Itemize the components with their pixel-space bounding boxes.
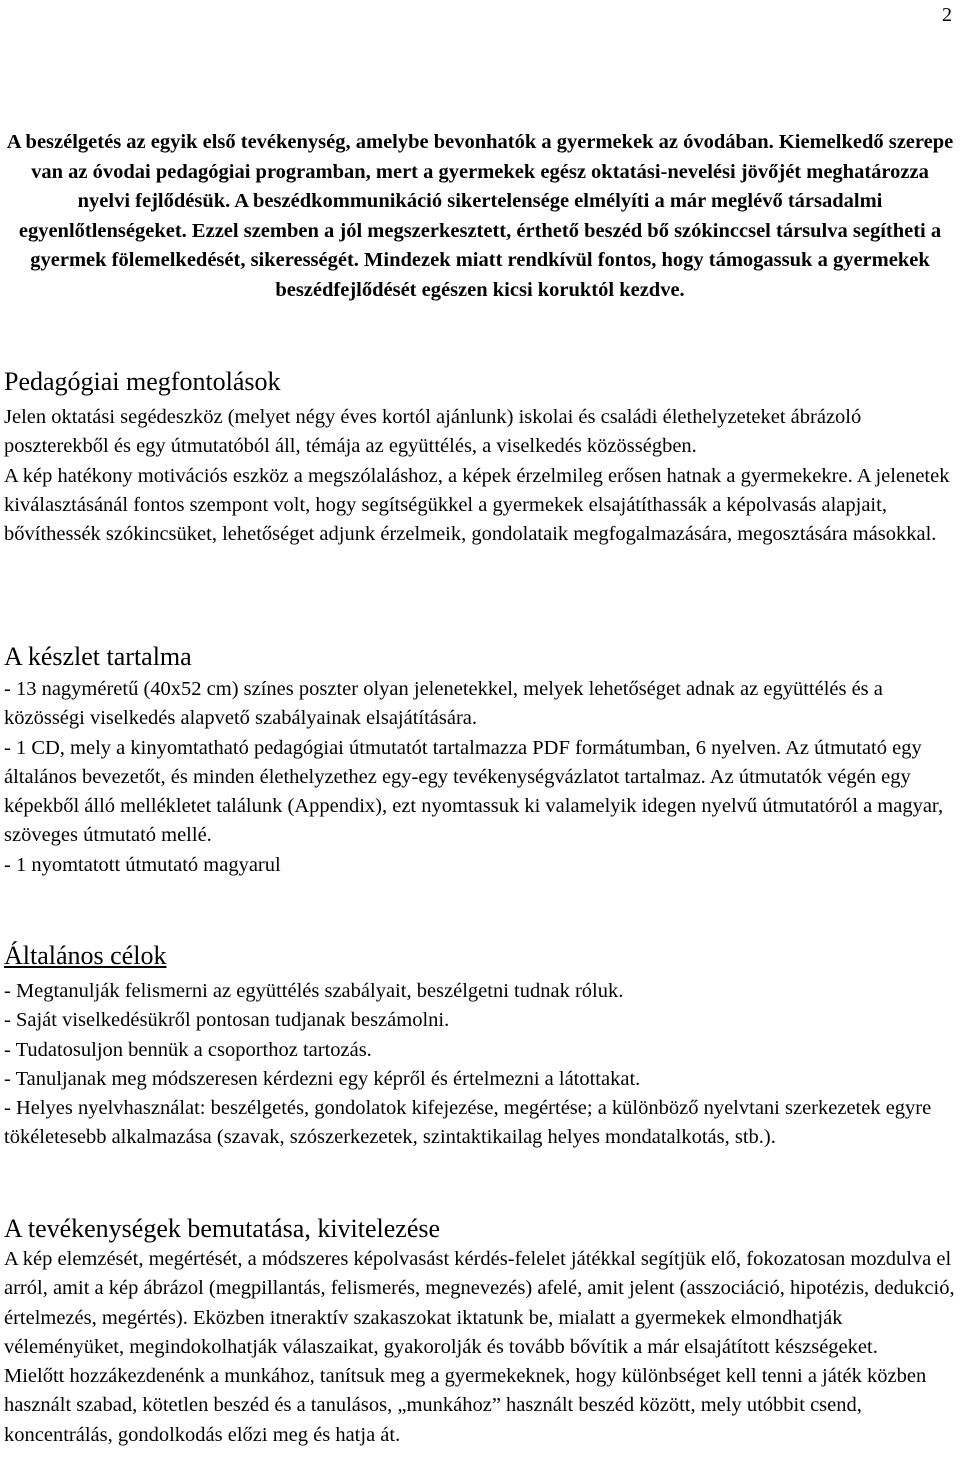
list-item: - Tanuljanak meg módszeresen kérdezni egy képről és értelmezni a látottakat. — [4, 1067, 641, 1090]
goals-list — [4, 977, 958, 1153]
considerations-paragraph: A kép hatékony motivációs eszköz a megszólaláshoz, a képek érzelmileg erősen hatnak a gyermekekre. A jelenetek kiválasztásánál fontos szempont volt, hogy segítségükkel a gyermekek elsajátíthassák a képolvasás alapjait, bővíthessék szókincsüket, lehetőséget adjunk érzelmeik, gondolataik megfogalmazására, megosztására másokkal. — [4, 464, 950, 546]
list-item: - 13 nagyméretű (40x52 cm) színes poszter olyan jelenetekkel, melyek lehetőséget adnak az együttélés és a közösségi viselkedés alapvető szabályainak elsajátítására. — [4, 678, 883, 730]
list-item: - 1 nyomtatott útmutató magyarul — [4, 853, 281, 876]
activities-paragraph: A kép elemzését, megértését, a módszeres képolvasást kérdés-felelet játékkal segítjük elő, fokozatosan mozdulva el arról, amit a kép ábrázol (megpillantás, felismerés, megnevezés) afelé, amit jelent (asszociáció, hipotézis, dedukció, értelmezés, megértés). Eközben itneraktív szakaszokat iktatunk be, mialatt a gyermekek elmondhatják véleményüket, megindokolhatják válaszaikat, gyakorolják és tovább bővítik a már elsajátított készségeket. — [4, 1248, 955, 1358]
section-title-contents: A készlet tartalma — [4, 642, 192, 671]
list-item: - Tudatosuljon bennük a csoporthoz tartozás. — [4, 1038, 372, 1061]
contents-list — [4, 675, 958, 880]
list-item: - Megtanulják felismerni az együttélés szabályait, beszélgetni tudnak róluk. — [4, 980, 624, 1002]
intro-paragraph — [4, 128, 956, 305]
activities-paragraph: Mielőtt hozzákezdenénk a munkához, tanítsuk meg a gyermekeknek, hogy különbséget kell tenni a játék közben használt szabad, kötetlen beszéd és a tanulásos, „munkához” használt beszéd között, mely utóbbit csend, koncentrálás, gondolkodás előzi meg és hatja át. — [4, 1365, 927, 1446]
considerations-paragraph: Jelen oktatási segédeszköz (melyet négy éves kortól ajánlunk) iskolai és családi élethelyzeteket ábrázoló poszterekből és egy útmutatóból áll, témája az együttélés, a viselkedés közösségben. — [4, 406, 862, 458]
list-item: - 1 CD, mely a kinyomtatható pedagógiai útmutatót tartalmazza PDF formátumban, 6 nyelven. Az útmutató egy általános bevezetőt, és minden élethelyzethez egy-egy tevékenységvázlatot tartalmaz. Az útmutatók végén egy képekből álló mellékletet találunk (Appendix), ezt nyomtassuk ki valamelyik idegen nyelvű útmutatóról a magyar, szöveges útmutató mellé. — [4, 736, 944, 847]
section-title-considerations: Pedagógiai megfontolások — [4, 367, 281, 396]
list-item: - Saját viselkedésükről pontosan tudjanak beszámolni. — [4, 1009, 450, 1032]
list-item: - Helyes nyelvhasználat: beszélgetés, gondolatok kifejezése, megértése; a különböző nyelvtani szerkezetek egyre tökéletesebb alkalmazása (szavak, szószerkezetek, szintaktikailag helyes mondatalkotás, stb.). — [4, 1097, 932, 1149]
section-title-goals: Általános célok — [4, 941, 167, 970]
page-number: 2 — [942, 4, 952, 26]
activities-body — [4, 1245, 958, 1450]
section-title-activities: A tevékenységek bemutatása, kivitelezése — [4, 1214, 441, 1243]
considerations-body — [4, 403, 958, 549]
intro-text: A beszélgetés az egyik első tevékenység, amelybe bevonhatók a gyermekek az óvodában. Kiemelkedő szerepe van az óvodai pedagógiai programban, mert a gyermekek egész oktatási-nevelési jövőjét meghatározza nyelvi fejlődésük. A beszédkommunikáció sikertelensége elmélyíti a már meglévő társadalmi egyenlőtlenségeket. Ezzel szemben a jól megszerkesztett, érthető beszéd bő szókinccsel társulva segítheti a gyermek fölemelkedését, sikerességét. Mindezek miatt rendkívül fontos, hogy támogassuk a gyermekek beszédfejlődését egészen kicsi koruktól kezdve. — [6, 131, 954, 301]
